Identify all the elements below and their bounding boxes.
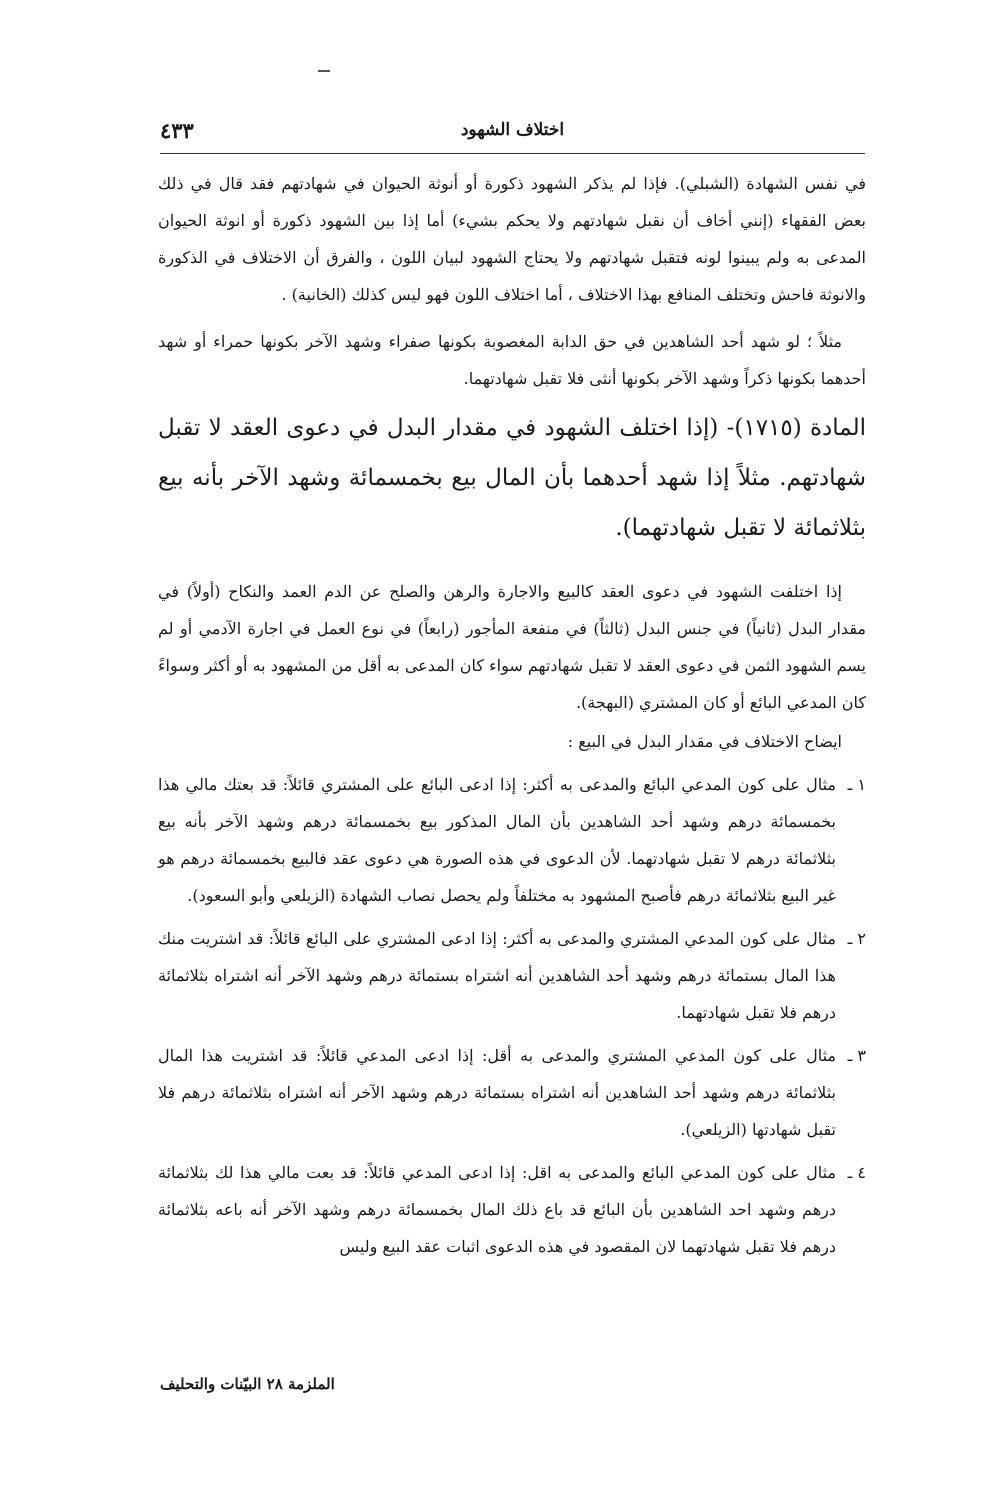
list-item-number: ٢ ـ [847,929,866,948]
page-body [158,165,866,1265]
list-item-text: مثال على كون المدعي البائع والمدعى به أكثر: إذا ادعى البائع على المشتري قائلاً: قد بعتك مالي هذا بخمسمائة درهم وشهد أحد الشاهدين بأن المال المذكور بيع بخمسمائة درهم وشهد الآخر بأنه بيع بثلاثمائة درهم لا تقبل شهادتهما. لأن الدعوى في هذه الصورة هي دعوى عقد فالبيع بخمسمائة درهم هو غير البيع بثلاثمائة درهم فأصبح المشهود به مختلفاً ولم يحصل نصاب الشهادة (الزيلعي وأبو السعود). [158,775,837,905]
list-item-number: ٣ ـ [847,1046,866,1065]
list-item-text: مثال على كون المدعي البائع والمدعى به اقل: إذا ادعى المدعي قائلاً: قد بعت مالي هذا لك بثلاثمائة درهم وشهد احد الشاهدين بأن البائع قد باع ذلك المال بخمسمائة درهم وشهد الآخر أنه باعه بثلاثمائة درهم فلا تقبل شهادتهما لان المقصود في هذه الدعوى اثبات عقد البيع وليس [158,1163,836,1256]
list-item [158,920,866,1031]
commentary-paragraph: إذا اختلفت الشهود في دعوى العقد كالبيع والاجارة والرهن والصلح عن الدم العمد والنكاح (أولاً) في مقدار البدل (ثانياً) في جنس البدل (ثالثاً) في منفعة المأجور (رابعاً) في نوع العمل في اجارة الآدمي أو لم يسم الشهود الثمن في دعوى العقد لا تقبل شهادتهم سواء كان المدعى به أقل من المشهود به أو أكثر وسواءً كان المدعي البائع أو كان المشتري (البهجة). [158,582,866,712]
signature-mark: الملزمة ٢٨ البيّنات والتحليف [160,1375,335,1393]
running-title: اختلاف الشهود [460,120,565,140]
list-item-text: مثال على كون المدعي المشتري والمدعى به أكثر: إذا ادعى المشتري على البائع قائلاً: قد اشتريت منك هذا المال بستمائة درهم وشهد أحد الشاهدين أنه اشتراه بستمائة درهم وشهد الآخر أنه اشتراه بثلاثمائة درهم فلا تقبل شهادتهما. [158,929,836,1022]
list-item-number: ٤ ـ [847,1163,866,1182]
article-1715: المادة (١٧١٥)- (إذا اختلف الشهود في مقدار البدل في دعوى العقد لا تقبل شهادتهم. مثلاً إذا شهد أحدهما بأن المال بيع بخمسمائة وشهد الآخر بأنه بيع بثلاثمائة لا تقبل شهادتهما). [158,415,866,541]
list-item-number: ١ ـ [847,775,866,794]
ink-speck [318,70,330,72]
page-number: ٤٣٣ [160,118,194,143]
list-item [158,1037,866,1148]
paragraph-continuation: في نفس الشهادة (الشبلي). فإذا لم يذكر الشهود ذكورة أو أنوثة الحيوان في شهادتهم فقد قال في ذلك بعض الفقهاء (إنني أخاف أن نقبل شهادتهم ولا يحكم بشيء) أما إذا بين الشهود ذكورة أو انوثة الحيوان المدعى به ولم يبينوا لونه فتقبل شهادتهم ولا يحتاج الشهود لبيان اللون ، والفرق أن الاختلاف في الذكورة والانوثة فاحش وتختلف المنافع بهذا الاختلاف ، أما اختلاف اللون فهو ليس كذلك (الخانية) . [158,174,867,304]
list-item [158,1154,866,1265]
example-paragraph: مثلاً ؛ لو شهد أحد الشاهدين في حق الدابة المغصوبة بكونها صفراء وشهد الآخر بكونها حمراء أو شهد أحدهما بكونها ذكراً وشهد الآخر بكونها أنثى فلا تقبل شهادتهما. [158,332,866,388]
section-heading: ايضاح الاختلاف في مقدار البدل في البيع : [567,732,842,751]
list-item-text: مثال على كون المدعي المشتري والمدعى به أقل: إذا ادعى المدعي قائلاً: قد اشتريت هذا المال بثلاثمائة درهم وشهد أحد الشاهدين أنه اشتراه بستمائة درهم وشهد الآخر أنه اشتراه بثلاثمائة درهم فلا تقبل شهادتها (الزيلعي). [158,1046,837,1139]
page-header [160,118,865,148]
page-footer [160,1375,865,1405]
header-rule [160,153,865,154]
list-item [158,766,866,914]
